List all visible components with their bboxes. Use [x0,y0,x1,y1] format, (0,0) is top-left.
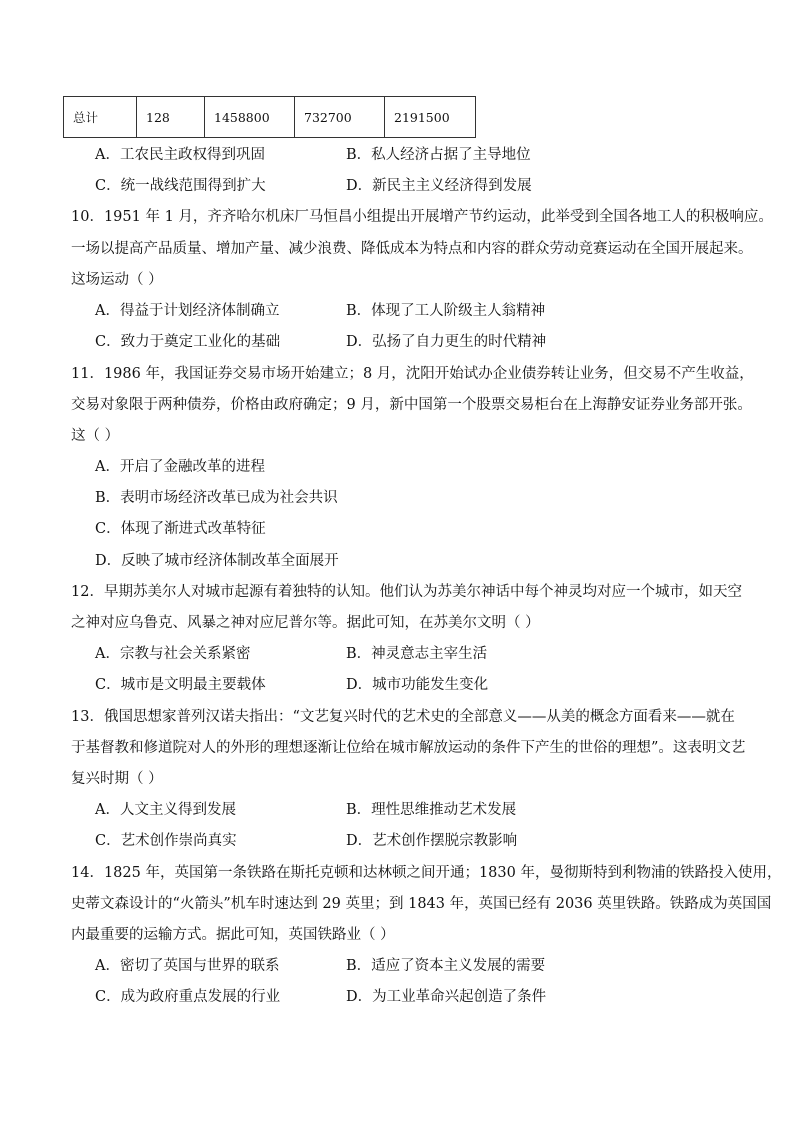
q13-option-d: D．艺术创作摆脱宗教影响 [346,833,518,849]
q12-option-d: D．城市功能发生变化 [346,677,489,693]
q14-option-d: D．为工业革命兴起创造了条件 [346,989,547,1005]
q14-option-a: A．密切了英国与世界的联系 [95,958,280,974]
q13-stem-line: 复兴时期（ ） [71,771,163,787]
q11-stem-line: 交易对象限于两种债券，价格由政府确定；9 月，新中国第一个股票交易柜台在上海静安证券业务部开张。 [71,397,752,413]
q14-stem-line: 史蒂文森设计的“火箭头”机车时速达到 29 英里；到 1843 年，英国已经有 2036 英里铁路。铁路成为英国国 [71,896,772,912]
table-cell: 总计 [64,97,137,138]
q14-stem-line: 内最重要的运输方式。据此可知，英国铁路业（ ） [71,927,395,943]
q10-stem-line: 一场以提高产品质量、增加产量、减少浪费、降低成本为特点和内容的群众劳动竞赛运动在全国开展起来。 [71,241,753,257]
q14-stem-line: 14．1825 年，英国第一条铁路在斯托克顿和达林顿之间开通；1830 年，曼彻斯特到利物浦的铁路投入使用， [71,865,782,881]
q12-stem-line: 之神对应乌鲁克、风暴之神对应尼普尔等。据此可知，在苏美尔文明（ ） [71,615,540,631]
q12-option-b: B．神灵意志主宰生活 [346,646,488,662]
q13-option-c: C．艺术创作崇尚真实 [95,833,237,849]
q11-stem-line: 11．1986 年，我国证券交易市场开始建立；8 月，沈阳开始试办企业债券转让业务，但交易不产生收益， [71,366,754,382]
table-row [64,97,476,138]
q13-option-a: A．人文主义得到发展 [95,802,236,818]
q10-option-b: B．体现了工人阶级主人翁精神 [346,303,546,319]
q10-option-a: A．得益于计划经济体制确立 [95,303,280,319]
q11-option-c: C．体现了渐进式改革特征 [95,521,266,537]
q12-option-a: A．宗教与社会关系紧密 [95,646,251,662]
q11-option-b: B．表明市场经济改革已成为社会共识 [95,490,338,506]
q9-option-a: A．工农民主政权得到巩固 [95,147,265,163]
q10-option-d: D．弘扬了自力更生的时代精神 [346,334,547,350]
q11-stem-line: 这（ ） [71,428,120,444]
q10-option-c: C．致力于奠定工业化的基础 [95,334,281,350]
q13-stem-line: 13．俄国思想家普列汉诺夫指出：“文艺复兴时代的艺术史的全部意义——从美的概念方面看来——就在 [71,709,735,725]
q12-option-c: C．城市是文明最主要载体 [95,677,266,693]
table-cell: 732700 [295,97,385,138]
table-cell: 1458800 [205,97,295,138]
q11-option-a: A．开启了金融改革的进程 [95,459,265,475]
q9-option-d: D．新民主主义经济得到发展 [346,178,532,194]
table-cell: 2191500 [385,97,476,138]
summary-table [63,96,476,138]
q10-stem-line: 10．1951 年 1 月，齐齐哈尔机床厂马恒昌小组提出开展增产节约运动，此举受到全国各地工人的积极响应。 [71,209,773,225]
q14-option-b: B．适应了资本主义发展的需要 [346,958,546,974]
q11-option-d: D．反映了城市经济体制改革全面展开 [95,553,339,569]
table-cell: 128 [137,97,205,138]
q9-option-b: B．私人经济占据了主导地位 [346,147,531,163]
q13-stem-line: 于基督教和修道院对人的外形的理想逐渐让位给在城市解放运动的条件下产生的世俗的理想”。这表明文艺 [71,740,746,756]
q13-option-b: B．理性思维推动艺术发展 [346,802,517,818]
q12-stem-line: 12．早期苏美尔人对城市起源有着独特的认知。他们认为苏美尔神话中每个神灵均对应一个城市，如天空 [71,584,742,600]
q10-stem-line: 这场运动（ ） [71,272,163,288]
q14-option-c: C．成为政府重点发展的行业 [95,989,281,1005]
q9-option-c: C．统一战线范围得到扩大 [95,178,266,194]
